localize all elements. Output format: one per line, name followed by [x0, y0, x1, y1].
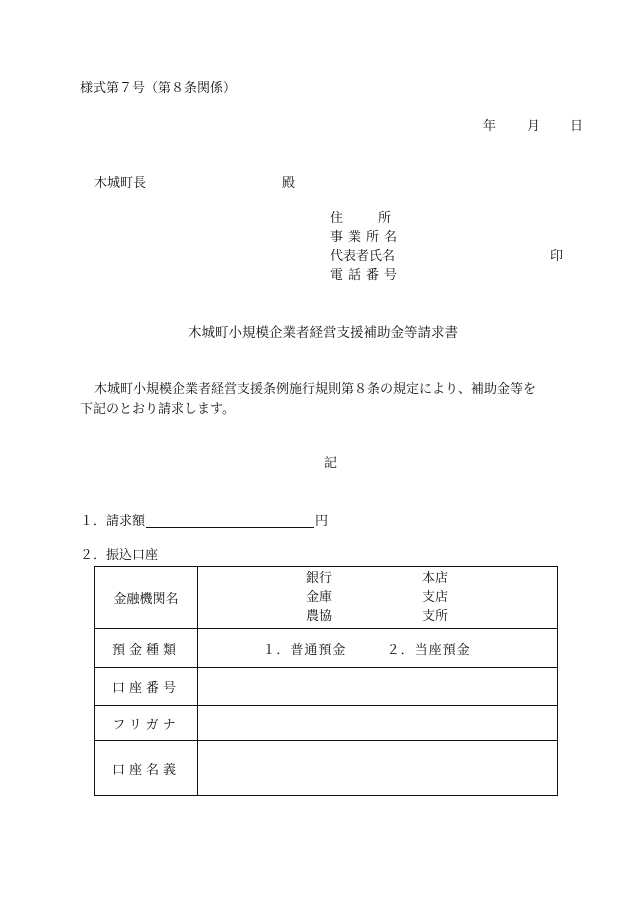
- institution-options: [306, 567, 557, 628]
- bank-account-table: [94, 566, 558, 796]
- deposit-type-row: [95, 629, 558, 668]
- item-1-label: 請求額: [106, 514, 146, 529]
- item-1-claim-amount: [80, 514, 328, 528]
- address-label: 住 所: [330, 211, 395, 226]
- item-2-label: 振込口座: [106, 548, 159, 563]
- body-text-line-2: 下記のとおり請求します。: [80, 402, 235, 417]
- phone-label: 電話番号: [330, 268, 403, 283]
- document-title: 木城町小規模企業者経営支援補助金等請求書: [188, 325, 458, 341]
- item-1-number: １．: [80, 514, 107, 529]
- institution-field[interactable]: [198, 567, 558, 629]
- office-label: 事業所名: [330, 230, 403, 245]
- account-number-field[interactable]: [198, 668, 558, 706]
- seal-mark: 印: [550, 249, 564, 264]
- claim-amount-field[interactable]: [146, 514, 314, 528]
- furigana-field[interactable]: [198, 706, 558, 741]
- deposit-option-ordinary[interactable]: １．普通預金: [262, 642, 347, 658]
- branch-type-sub: 支所: [422, 609, 449, 624]
- account-number-label: 口座番号: [111, 681, 180, 696]
- branch-type-main: 本店: [422, 571, 449, 586]
- date-year: 年: [483, 119, 497, 134]
- institution-row: [95, 567, 558, 629]
- institution-type-ja: 農協: [306, 609, 333, 624]
- account-number-row: [95, 668, 558, 706]
- account-name-field[interactable]: [198, 741, 558, 796]
- institution-type-shinkin: 金庫: [306, 590, 333, 605]
- account-number-label-cell: [95, 668, 198, 706]
- furigana-label-cell: [95, 706, 198, 741]
- item-2-transfer-account: [80, 549, 158, 562]
- branch-type-branch: 支店: [422, 590, 449, 605]
- deposit-type-label: 預金種類: [111, 642, 180, 658]
- representative-label: 代表者氏名: [330, 249, 396, 264]
- furigana-label: フリガナ: [112, 717, 180, 733]
- item-2-number: ２．: [80, 548, 107, 563]
- item-1-unit: 円: [315, 514, 329, 529]
- account-name-label-cell: [95, 741, 198, 796]
- institution-label: 金融機関名: [113, 592, 179, 607]
- deposit-type-label-cell: [95, 629, 198, 668]
- form-number: 様式第７号（第８条関係）: [80, 81, 237, 96]
- addressee-name: 木城町長: [94, 176, 147, 191]
- furigana-row: [95, 706, 558, 741]
- institution-type-bank: 銀行: [306, 571, 333, 586]
- account-name-row: [95, 741, 558, 796]
- date-day: 日: [570, 119, 584, 134]
- institution-label-cell: [95, 567, 198, 629]
- body-text-line-1: 木城町小規模企業者経営支援条例施行規則第８条の規定により、補助金等を: [94, 382, 537, 397]
- deposit-type-field: [198, 629, 558, 668]
- ki-heading: 記: [324, 456, 338, 471]
- account-name-label: 口座名義: [111, 762, 180, 778]
- date-month: 月: [527, 119, 541, 134]
- deposit-option-current[interactable]: ２．当座預金: [386, 642, 471, 658]
- addressee-honorific: 殿: [282, 176, 296, 191]
